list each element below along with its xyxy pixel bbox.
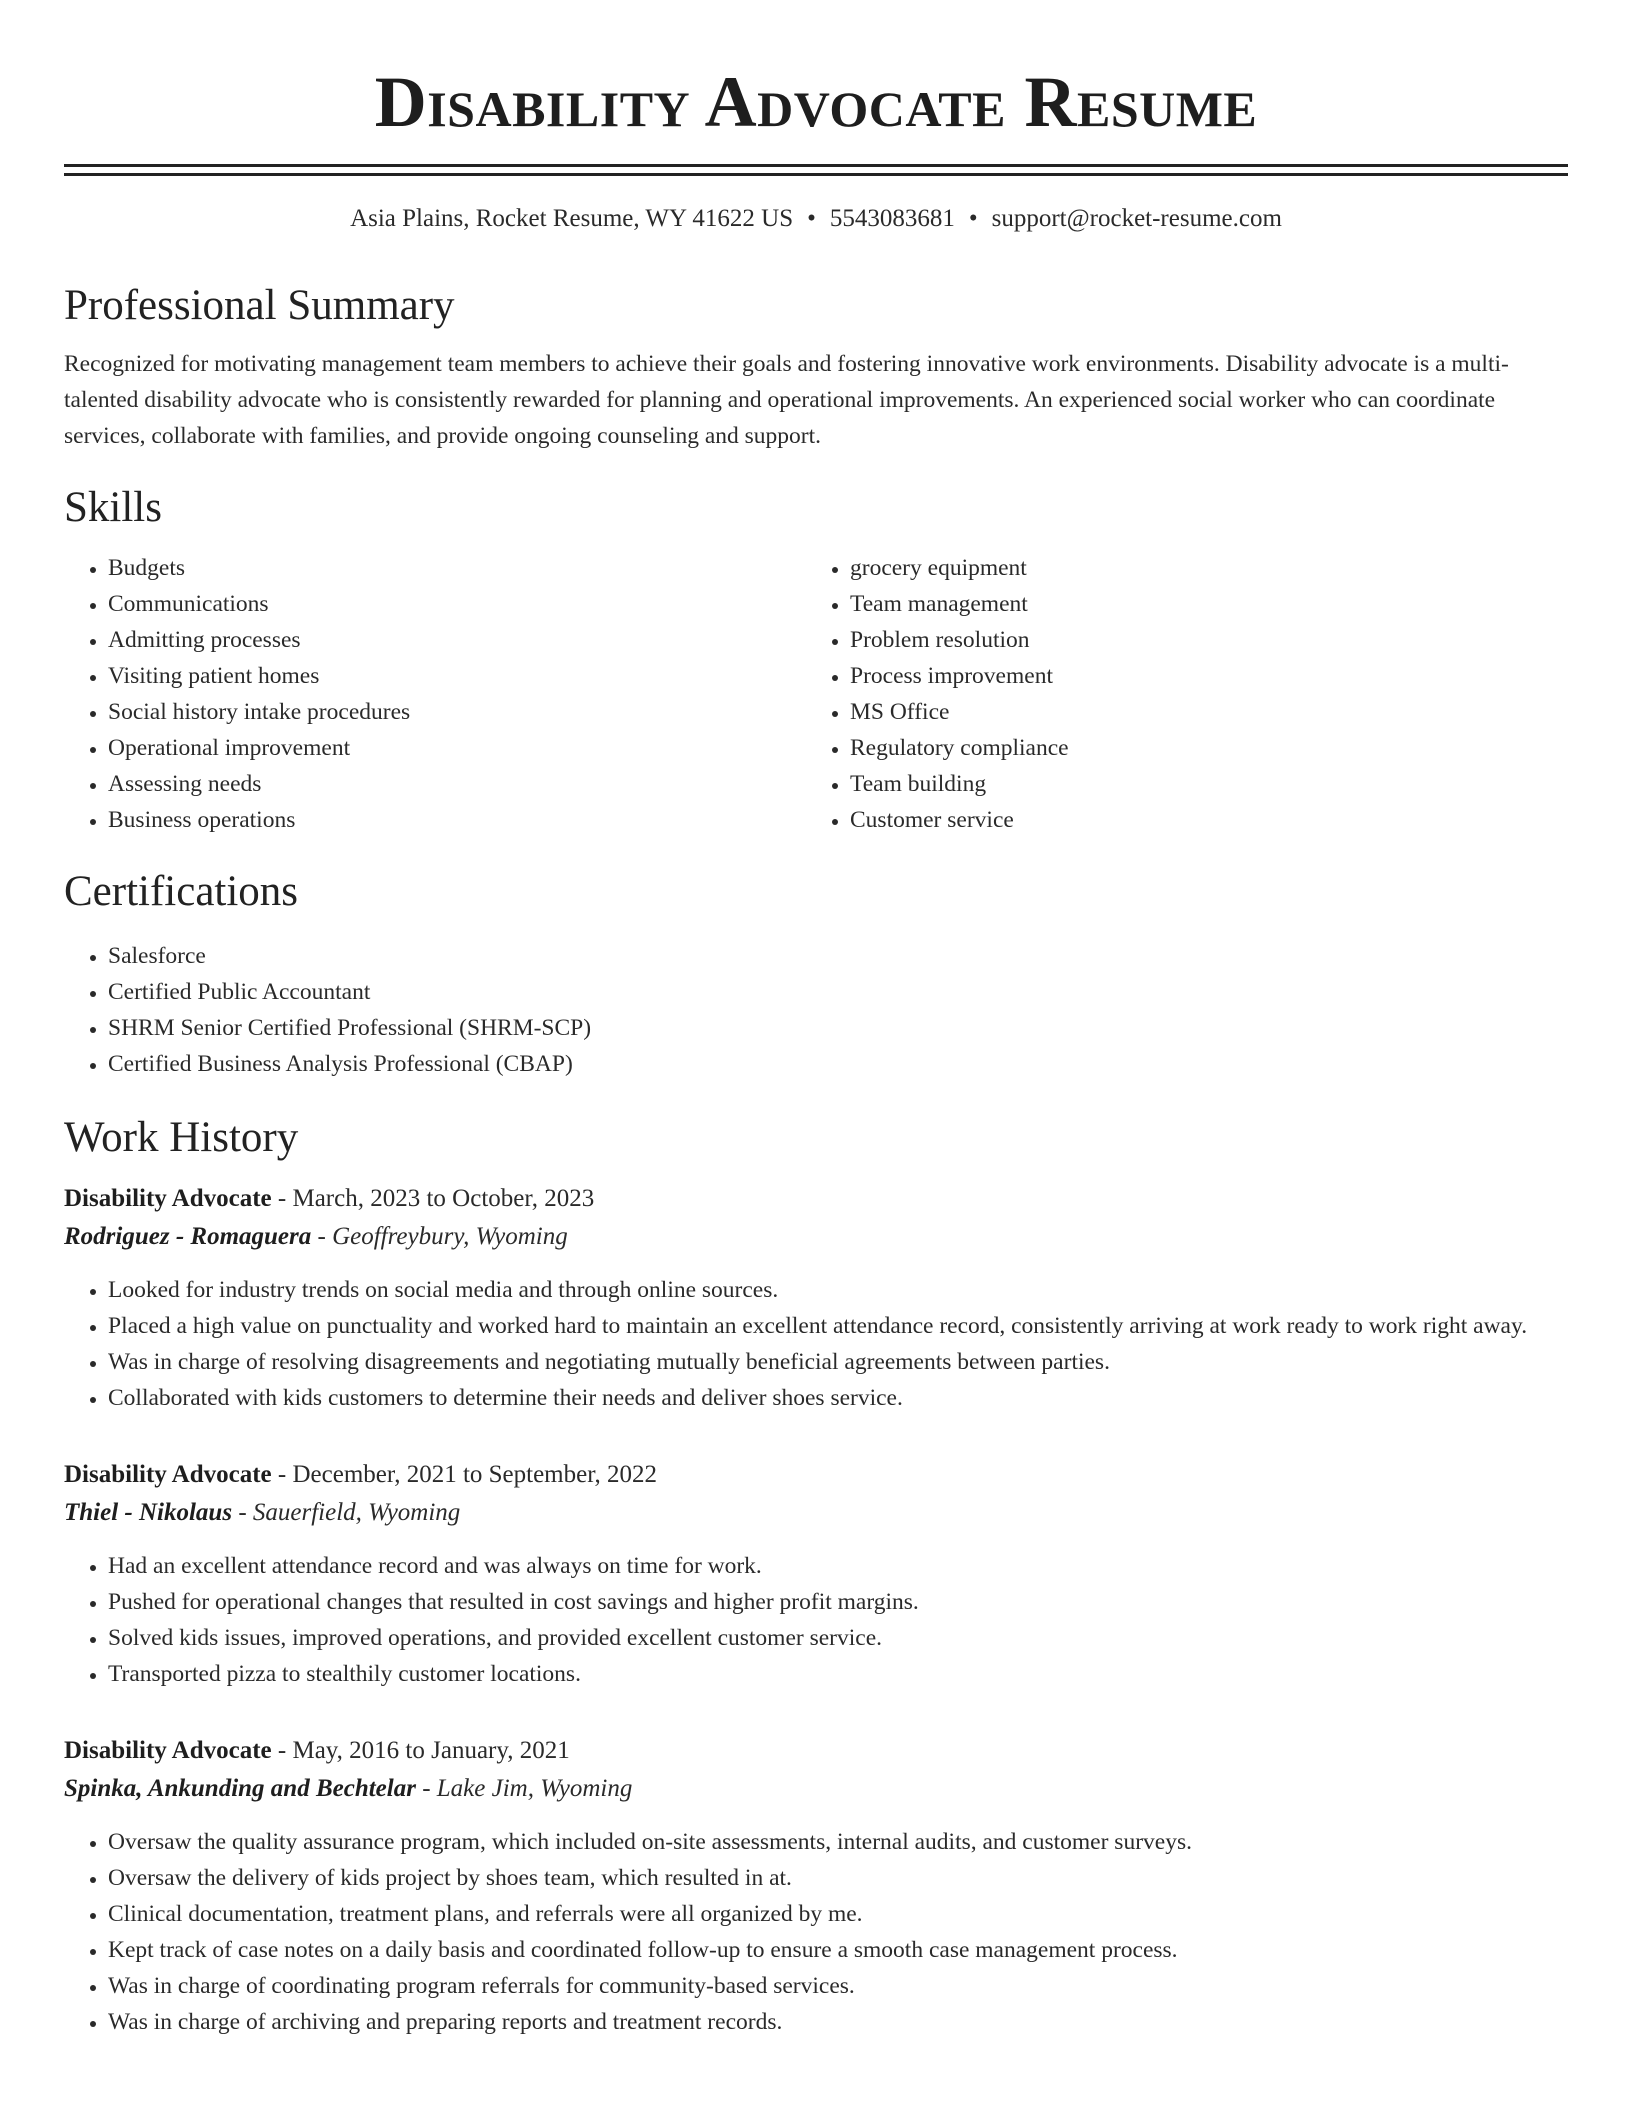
- certification-item: • Certified Public Accountant: [108, 974, 1568, 1010]
- skill-item: • Communications: [108, 586, 806, 622]
- skills-list-right: [806, 550, 1548, 838]
- skill-item: • Assessing needs: [108, 766, 806, 802]
- skill-item: • grocery equipment: [850, 550, 1548, 586]
- job-bullet: • Transported pizza to stealthily customer locations.: [108, 1656, 1568, 1692]
- skill-item: • Team management: [850, 586, 1548, 622]
- job-dates: - March, 2023 to October, 2023: [271, 1185, 595, 1212]
- job-dates: - May, 2016 to January, 2021: [271, 1737, 570, 1764]
- job-company: Spinka, Ankunding and Bechtelar: [64, 1775, 416, 1802]
- job-bullet: • Oversaw the delivery of kids project by shoes team, which resulted in at.: [108, 1860, 1568, 1896]
- section-heading-work-history: Work History: [64, 1114, 299, 1161]
- skills-list-left: [64, 550, 806, 838]
- section-heading-skills: Skills: [64, 484, 162, 531]
- job-entry: [64, 1732, 1568, 2040]
- skill-item: • Visiting patient homes: [108, 658, 806, 694]
- skill-item: • Regulatory compliance: [850, 730, 1548, 766]
- skill-item: • MS Office: [850, 694, 1548, 730]
- skill-item: • Team building: [850, 766, 1548, 802]
- job-bullet: • Was in charge of coordinating program referrals for community-based services.: [108, 1968, 1568, 2004]
- skill-item: • Admitting processes: [108, 622, 806, 658]
- job-role: Disability Advocate: [64, 1185, 272, 1212]
- skill-item: • Budgets: [108, 550, 806, 586]
- contact-address: Asia Plains, Rocket Resume, WY 41622 US: [350, 205, 794, 232]
- skill-item: • Problem resolution: [850, 622, 1548, 658]
- certifications-list: [64, 938, 1568, 1082]
- skills-column-right: [806, 550, 1548, 838]
- job-bullet: • Oversaw the quality assurance program, which included on-site assessments, internal audits, and customer surveys.: [108, 1824, 1568, 1860]
- job-bullet: • Pushed for operational changes that resulted in cost savings and higher profit margins.: [108, 1584, 1568, 1620]
- skills-column-left: [64, 550, 806, 838]
- job-entry: [64, 1456, 1568, 1692]
- skill-item: • Process improvement: [850, 658, 1548, 694]
- job-location: - Lake Jim, Wyoming: [415, 1775, 633, 1802]
- skill-item: • Business operations: [108, 802, 806, 838]
- certifications-section: [64, 864, 1568, 1082]
- professional-summary-section: [64, 278, 1568, 454]
- resume-title: Disability Advocate Resume: [374, 62, 1258, 142]
- job-bullet: • Kept track of case notes on a daily basis and coordinated follow-up to ensure a smooth case management process.: [108, 1932, 1568, 1968]
- job-location: - Sauerfield, Wyoming: [232, 1499, 461, 1526]
- job-bullets: [64, 1272, 1568, 1416]
- skills-columns: [64, 550, 1568, 838]
- certification-item: • Salesforce: [108, 938, 1568, 974]
- job-bullet: • Solved kids issues, improved operations, and provided excellent customer service.: [108, 1620, 1568, 1656]
- job-title-line: [64, 1456, 1568, 1494]
- job-company-line: [64, 1494, 1568, 1532]
- job-location: - Geoffreybury, Wyoming: [311, 1223, 568, 1250]
- job-bullets: [64, 1548, 1568, 1692]
- certification-item: • Certified Business Analysis Professional (CBAP): [108, 1046, 1568, 1082]
- certification-item: • SHRM Senior Certified Professional (SHRM-SCP): [108, 1010, 1568, 1046]
- summary-text: Recognized for motivating management team members to achieve their goals and fostering innovative work environments. Disability advocate is a multi-talented disability advocate who is consistently rewarded for planning and operational improvements. An experienced social worker who can coordinate services, collaborate with families, and provide ongoing counseling and support.: [64, 351, 1509, 449]
- skill-item: • Operational improvement: [108, 730, 806, 766]
- job-company: Rodriguez - Romaguera: [64, 1223, 312, 1250]
- job-role: Disability Advocate: [64, 1737, 272, 1764]
- work-history-section: [64, 1110, 1568, 2040]
- skill-item: • Customer service: [850, 802, 1548, 838]
- job-bullet: • Was in charge of resolving disagreements and negotiating mutually beneficial agreements between parties.: [108, 1344, 1568, 1380]
- job-title-line: [64, 1732, 1568, 1770]
- job-bullet: • Placed a high value on punctuality and worked hard to maintain an excellent attendance record, consistently arriving at work ready to work right away.: [108, 1308, 1568, 1344]
- job-dates: - December, 2021 to September, 2022: [271, 1461, 658, 1488]
- job-title-line: [64, 1180, 1568, 1218]
- job-bullet: • Clinical documentation, treatment plans, and referrals were all organized by me.: [108, 1896, 1568, 1932]
- contact-separator: •: [807, 205, 816, 232]
- contact-email: support@rocket-resume.com: [991, 205, 1282, 232]
- contact-separator: •: [968, 205, 978, 232]
- section-heading-certifications: Certifications: [64, 868, 299, 915]
- contact-phone: 5543083681: [829, 205, 955, 232]
- job-role: Disability Advocate: [64, 1461, 272, 1488]
- job-bullet: • Had an excellent attendance record and was always on time for work.: [108, 1548, 1568, 1584]
- job-bullet: • Looked for industry trends on social media and through online sources.: [108, 1272, 1568, 1308]
- contact-line: [64, 202, 1568, 236]
- skill-item: • Social history intake procedures: [108, 694, 806, 730]
- job-bullets: [64, 1824, 1568, 2040]
- job-bullet: • Collaborated with kids customers to determine their needs and deliver shoes service.: [108, 1380, 1568, 1416]
- job-company-line: [64, 1770, 1568, 1808]
- job-entry: [64, 1180, 1568, 1416]
- section-heading-summary: Professional Summary: [64, 282, 455, 329]
- job-company-line: [64, 1218, 1568, 1256]
- skills-section: [64, 480, 1568, 838]
- job-bullet: • Was in charge of archiving and preparing reports and treatment records.: [108, 2004, 1568, 2040]
- job-company: Thiel - Nikolaus: [64, 1499, 233, 1526]
- title-double-rule: [64, 164, 1568, 176]
